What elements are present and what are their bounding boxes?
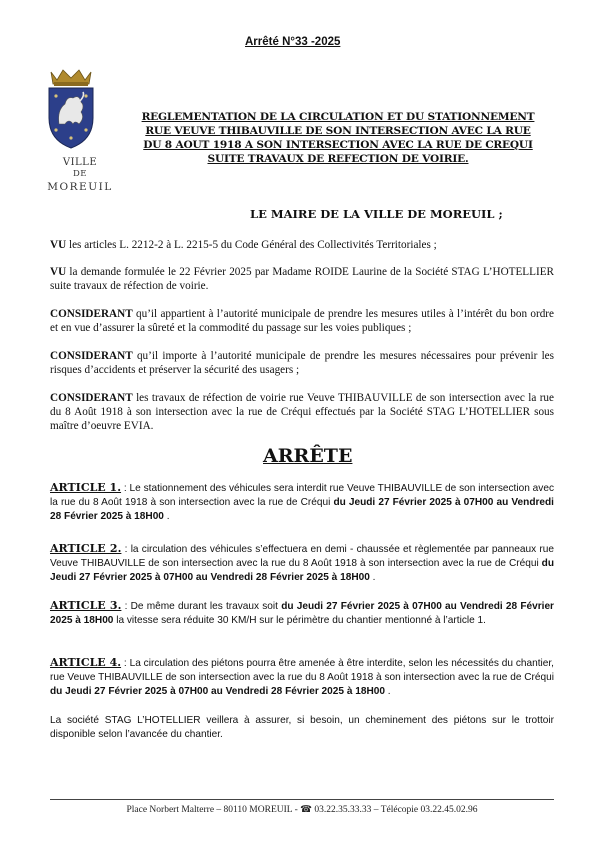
article-tail: . bbox=[384, 686, 391, 697]
phone-icon: ☎ bbox=[300, 805, 312, 815]
article-tail: . bbox=[163, 511, 170, 522]
town-line-name: MOREUIL bbox=[47, 181, 113, 193]
preamble-label: VU bbox=[50, 266, 67, 278]
town-name-block bbox=[42, 156, 118, 194]
preamble-label: CONSIDERANT bbox=[50, 350, 133, 362]
article-text: la circulation des véhicules s’effectuera en demi - chaussée et règlementée par panneaux rue Veuve THIBAUVILLE de son intersection avec la rue du 8 Août 1918 à son intersection avec la rue de Créqui bbox=[50, 544, 554, 569]
article-sep: : bbox=[121, 601, 131, 612]
article-dates: du Jeudi 27 Février 2025 à 07H00 au Vendredi 28 Février 2025 à 18H00 bbox=[50, 601, 554, 626]
article-dates: du Jeudi 27 Février 2025 à 07H00 au Vendredi 28 Février 2025 à 18H00 bbox=[50, 558, 554, 583]
preamble-paragraph bbox=[50, 307, 554, 335]
arrete-title: ARRÊTE bbox=[263, 445, 353, 467]
article-tail: la vitesse sera réduite 30 KM/H sur le périmètre du chantier mentionné à l’article 1. bbox=[113, 615, 486, 626]
subject-line: REGLEMENTATION DE LA CIRCULATION ET DU STATIONNEMENT bbox=[141, 111, 535, 123]
article-sep: : bbox=[121, 544, 131, 555]
article-2 bbox=[50, 542, 554, 585]
article-1 bbox=[50, 481, 554, 524]
preamble-paragraph bbox=[50, 349, 554, 377]
footer-contact bbox=[50, 804, 554, 815]
footer-phone: 03.22.35.33.33 – Télécopie 03.22.45.02.96 bbox=[312, 805, 478, 815]
preamble-label: VU bbox=[50, 239, 67, 251]
article-label: ARTICLE 2. bbox=[50, 542, 122, 555]
article-label: ARTICLE 1. bbox=[50, 481, 122, 494]
decree-number: Arrêté N°33 -2025 bbox=[245, 36, 341, 48]
article-label: ARTICLE 3. bbox=[50, 599, 122, 612]
subject-line: RUE VEUVE THIBAUVILLE DE SON INTERSECTION AVEC LA RUE bbox=[145, 125, 531, 137]
preamble-text: les articles L. 2212-2 à L. 2215-5 du Code Général des Collectivités Territoriales ; bbox=[66, 239, 437, 251]
article-label: ARTICLE 4. bbox=[50, 656, 122, 669]
closing-paragraph: La société STAG L’HOTELLIER veillera à assurer, si besoin, un cheminement des piétons sur le trottoir disponible selon l’avancée du chantier. bbox=[50, 715, 554, 740]
article-text: La circulation des piétons pourra être amenée à être interdite, selon les nécessités du chantier, rue Veuve THIBAUVILLE de son intersection avec la rue du 8 Août 1918 à son intersection avec la rue de Créqui bbox=[50, 658, 554, 683]
article-4 bbox=[50, 656, 554, 699]
preamble-label: CONSIDERANT bbox=[50, 392, 133, 404]
subject-line: DU 8 AOUT 1918 A SON INTERSECTION AVEC LA RUE DE CREQUI bbox=[143, 139, 533, 151]
preamble-paragraph bbox=[50, 265, 554, 293]
article-sep: : bbox=[121, 658, 130, 669]
article-dates: du Jeudi 27 Février 2025 à 07H00 au Vendredi 28 Février 2025 à 18H00 bbox=[50, 497, 554, 522]
preamble-paragraph bbox=[50, 391, 554, 433]
article-text: Le stationnement des véhicules sera interdit rue Veuve THIBAUVILLE de son intersection avec la rue du 8 Août 1918 à son intersection avec la rue de Créqui bbox=[50, 483, 554, 508]
preamble-text: la demande formulée le 22 Février 2025 par Madame ROIDE Laurine de la Société STAG L’HOTELLIER suite travaux de réfection de voirie. bbox=[50, 266, 554, 292]
subject-line: SUITE TRAVAUX DE REFECTION DE VOIRIE. bbox=[207, 153, 469, 165]
article-sep: : bbox=[121, 483, 130, 494]
town-line-de: DE bbox=[72, 169, 88, 179]
town-line-ville: VILLE bbox=[62, 157, 98, 168]
article-tail: . bbox=[369, 572, 376, 583]
article-3 bbox=[50, 599, 554, 628]
mayor-heading: LE MAIRE DE LA VILLE DE MOREUIL ; bbox=[250, 207, 503, 221]
preamble-label: CONSIDERANT bbox=[50, 308, 133, 320]
preamble-text: qu’il appartient à l’autorité municipale de prendre les mesures utiles à l’intérêt du bon ordre et en vue d’assurer la sûreté et la commodité du passage sur les voies publiques ; bbox=[50, 308, 554, 334]
article-dates: du Jeudi 27 Février 2025 à 07H00 au Vendredi 28 Février 2025 à 18H00 bbox=[50, 686, 385, 697]
preamble-paragraph bbox=[50, 238, 554, 252]
footer-divider bbox=[50, 799, 554, 800]
preamble-text: les travaux de réfection de voirie rue Veuve THIBAUVILLE de son intersection avec la rue du 8 Août 1918 à son intersection avec la rue de Créqui effectués par la Société STAG L’HOTELLIER sous maître d’oeuvre EVIA. bbox=[50, 392, 554, 432]
article-text: De même durant les travaux soit bbox=[130, 601, 282, 612]
decree-subject bbox=[122, 110, 554, 166]
town-crest-logo bbox=[45, 66, 97, 150]
preamble-text: qu’il importe à l’autorité municipale de prendre les mesures nécessaires pour prévenir les risques d’accidents et préserver la sécurité des usagers ; bbox=[50, 350, 554, 376]
footer-address: Place Norbert Malterre – 80110 MOREUIL - bbox=[126, 805, 301, 815]
